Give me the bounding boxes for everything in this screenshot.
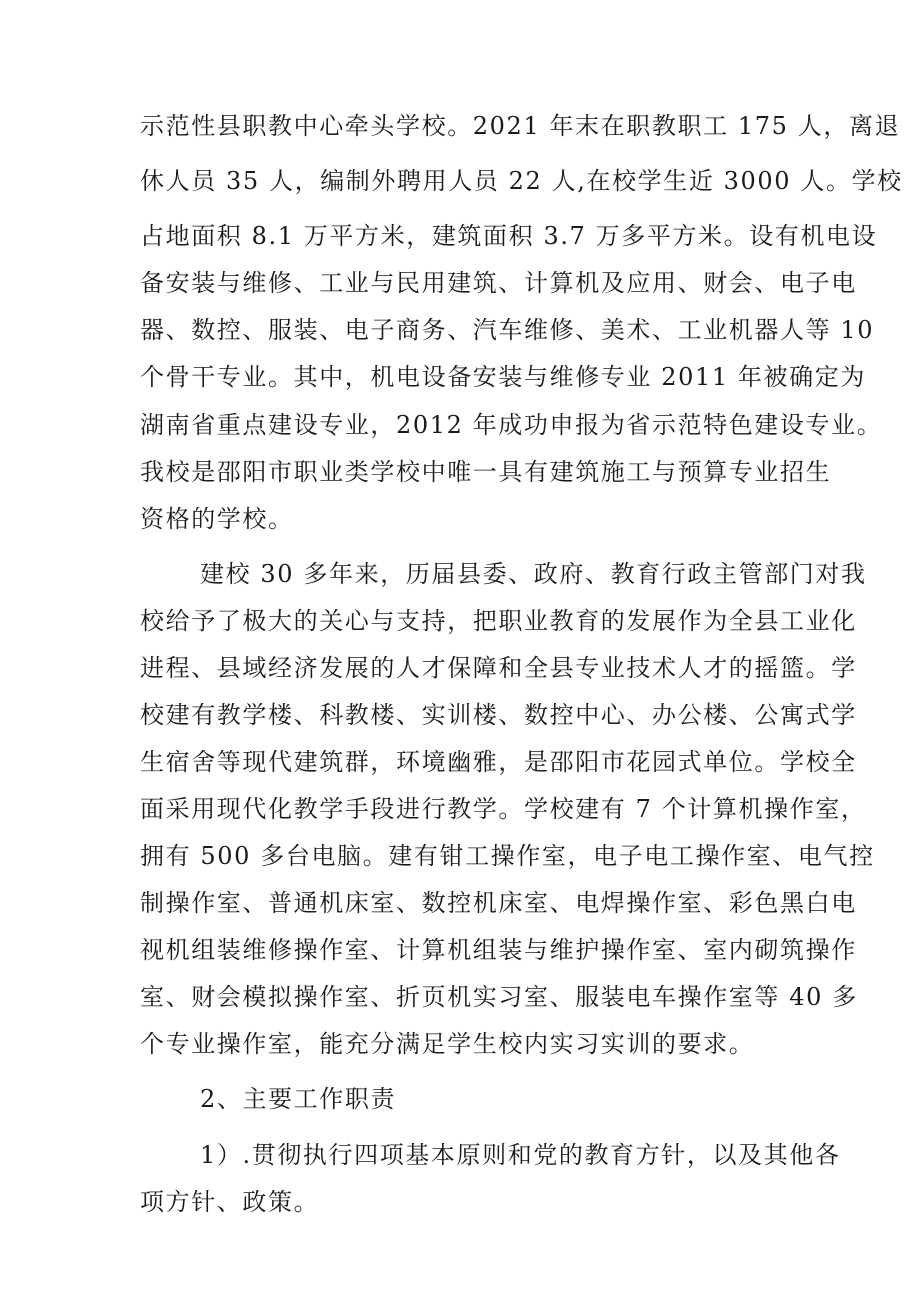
- text-line: 校给予了极大的关心与支持，把职业教育的发展作为全县工业化: [140, 607, 857, 635]
- text-line: 示范性县职教中心牵头学校。2021 年末在职教职工 175 人，离退: [140, 112, 901, 140]
- text-line: 校建有教学楼、科教楼、实训楼、数控中心、办公楼、公寓式学: [140, 701, 857, 729]
- text-line: 进程、县域经济发展的人才保障和全县专业技术人才的摇篮。学: [140, 654, 857, 682]
- text-line: 项方针、政策。: [140, 1188, 320, 1216]
- text-line: 备安装与维修、工业与民用建筑、计算机及应用、财会、电子电: [140, 269, 857, 297]
- text-line: 个骨干专业。其中，机电设备安装与维修专业 2011 年被确定为: [140, 363, 866, 391]
- text-line: 休人员 35 人，编制外聘用人员 22 人,在校学生近 3000 人。学校: [140, 167, 903, 195]
- text-line: 拥有 500 多台电脑。建有钳工操作室，电子电工操作室、电气控: [140, 842, 875, 870]
- text-line: 生宿舍等现代建筑群，环境幽雅，是邵阳市花园式单位。学校全: [140, 748, 857, 776]
- list-item-first-line: 1）.贯彻执行四项基本原则和党的教育方针，以及其他各: [200, 1141, 841, 1169]
- section-heading: 2、主要工作职责: [200, 1085, 397, 1113]
- text-line: 制操作室、普通机床室、数控机床室、电焊操作室、彩色黑白电: [140, 889, 857, 917]
- text-line: 面采用现代化教学手段进行教学。学校建有 7 个计算机操作室，: [140, 795, 867, 823]
- text-line: 湖南省重点建设专业，2012 年成功申报为省示范特色建设专业。: [140, 411, 883, 439]
- text-line: 室、财会模拟操作室、折页机实习室、服装电车操作室等 40 多: [140, 983, 858, 1011]
- text-line: 器、数控、服装、电子商务、汽车维修、美术、工业机器人等 10: [140, 316, 875, 344]
- text-line: 占地面积 8.1 万平方米，建筑面积 3.7 万多平方米。设有机电设: [140, 222, 878, 250]
- text-line: 资格的学校。: [140, 505, 294, 533]
- text-line: 我校是邵阳市职业类学校中唯一具有建筑施工与预算专业招生: [140, 458, 832, 486]
- text-line: 视机组装维修操作室、计算机组装与维护操作室、室内砌筑操作: [140, 936, 857, 964]
- paragraph-first-line: 建校 30 多年来，历届县委、政府、教育行政主管部门对我: [200, 560, 867, 588]
- text-line: 个专业操作室，能充分满足学生校内实习实训的要求。: [140, 1030, 755, 1058]
